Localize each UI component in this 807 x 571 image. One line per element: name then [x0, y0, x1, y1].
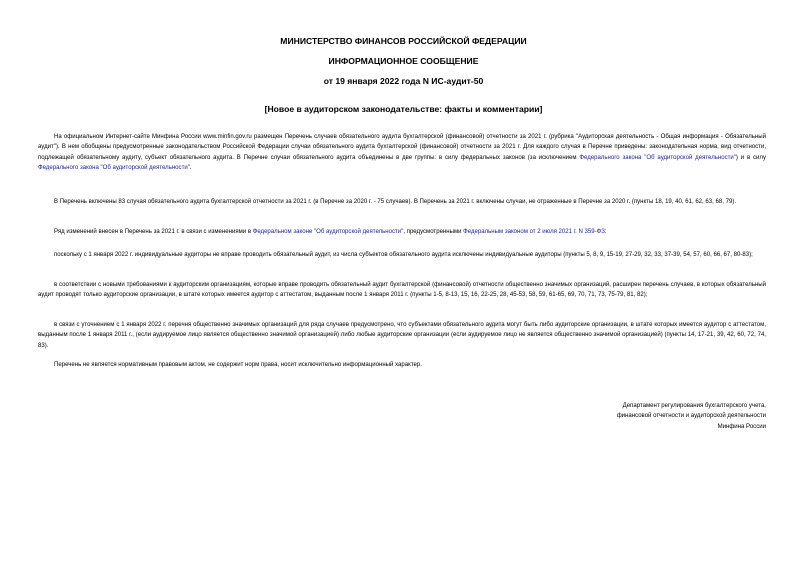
paragraph-individual-auditors: поскольку с 1 января 2022 г. индивидуальные аудиторы не вправе проводить обязательный аудит, из числа субъектов обязательного аудита исключены индивидуальные аудиторы (пункты 5, 8, 9, 15-19, 27-29, 32, 33, 37-39, 54, 57, 60, 66, 67, 80-83);	[54, 252, 753, 258]
paragraph-new-requirements: в соответствии с новыми требованиями к аудиторским организациям, которые вправе проводить обязательный аудит бухгалтерской (финансовой) отчетности общественно значимых организаций, расширен перечень случаев, в которых обязательный аудит проводят только аудиторские организации, в штате которых имеется аудитор с аттестатом, выданным после 1 января 2011 г. (пункты 1-5, 8-13, 15, 16, 22-25, 28, 45-53, 58, 59, 61-65, 69, 70, 71, 73, 75-79, 81, 82);	[38, 282, 766, 299]
ministry-title: МИНИСТЕРСТВО ФИНАНСОВ РОССИЙСКОЙ ФЕДЕРАЦИИ	[280, 36, 527, 46]
document-subtitle: [Новое в аудиторском законодательстве: факты и комментарии]	[264, 104, 543, 114]
paragraph-changes-text-c: :	[604, 229, 607, 235]
law-link-359fz[interactable]: Федеральным законом от 2 июля 2021 г. N 359-ФЗ	[463, 229, 605, 235]
paragraph-public-interest: в связи с уточнением с 1 января 2022 г. перечня общественно значимых организаций для ряда случаев предусмотрено, что субъектами обязательного аудита могут быть либо аудиторские организации, в штате которых имеется аудитор с аттестатом, выданным после 1 января 2011 г., (если аудируемое лицо является общественно значимой организацией) либо любые аудиторские организации (если аудируемое лицо не является общественно значимой организацией) (пункты 14, 17-21, 39, 42, 60, 72, 74, 83).	[38, 322, 766, 349]
law-link-auditing-1[interactable]: Федерального закона "Об аудиторской деятельности"	[579, 154, 736, 161]
signature-block	[617, 401, 766, 432]
paragraph-changes-text-b: , предусмотренными	[403, 229, 464, 235]
document-date-number: от 19 января 2022 года N ИС-аудит-50	[323, 76, 484, 86]
paragraph-count: В Перечень включены 83 случая обязательного аудита бухгалтерской отчетности за 2021 г. (в Перечне за 2020 г. - 75 случаев). В Перечень за 2021 г. включены случаи, не отраженные в Перечне за 2020 г. (пункты 18, 19, 40, 61, 62, 63, 68, 79).	[54, 199, 737, 205]
signature-line-3: Минфина России	[717, 423, 766, 430]
signature-line-1: Департамент регулирования бухгалтерского учета,	[622, 403, 766, 409]
document-type: ИНФОРМАЦИОННОЕ СООБЩЕНИЕ	[328, 56, 479, 66]
paragraph-changes	[38, 227, 766, 237]
signature-line-2: финансовой отчетности и аудиторской деятельности	[616, 413, 766, 420]
paragraph-intro-text-b: ) и в силу	[735, 154, 766, 161]
law-link-auditing-3[interactable]: Федеральном законе "Об аудиторской деятельности"	[252, 229, 404, 235]
paragraph-disclaimer: Перечень не является нормативным правовым актом, не содержит норм права, носит исключительно информационный характер.	[54, 362, 422, 368]
paragraph-intro-text-c: .	[189, 164, 192, 171]
paragraph-intro	[38, 132, 766, 173]
paragraph-changes-text-a: Ряд изменений внесен в Перечень за 2021 г. в связи с изменениями в	[54, 229, 253, 235]
law-link-auditing-2[interactable]: Федерального закона "Об аудиторской деятельности"	[38, 164, 190, 171]
paragraph-intro-text-a: На официальном Интернет-сайте Минфина России www.minfin.gov.ru размещен Перечень случаев обязательного аудита бухгалтерской (финансовой) отчетности за 2021 г. (рубрика "Аудиторская деятельность - Общая информация - Обязательный аудит"). В нем обобщены предусмотренные законодательством Российской Федерации случаи обязательного аудита бухгалтерской (финансовой) отчетности за 2021 г. Для каждого случая в Перечне приведены: законодательная норма, вид отчетности, подлежащей обязательному аудиту, субъект обязательного аудита. В Перечне случаи обязательного аудита объединены в две группы: в силу федеральных законов (за исключением	[38, 134, 766, 161]
